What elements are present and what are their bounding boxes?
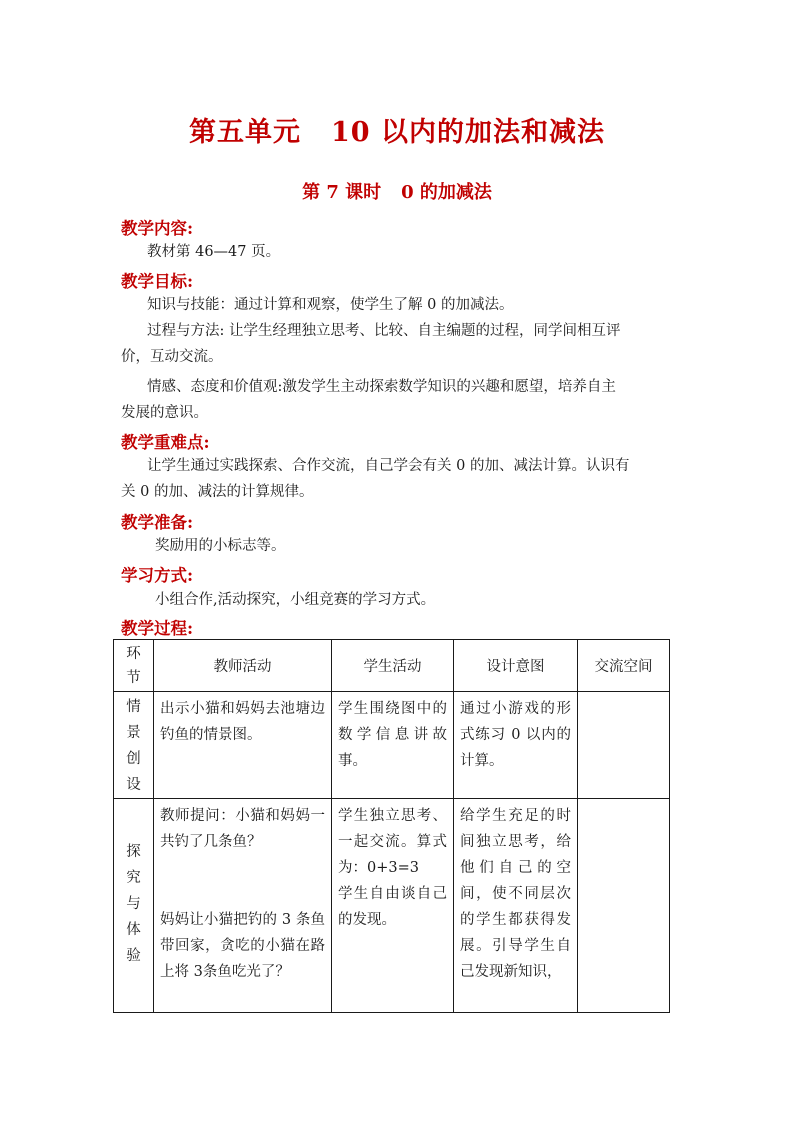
goals-heading: 教学目标: (121, 272, 194, 291)
prep-text: 奖励用的小标志等。 (155, 538, 286, 554)
header-stage-char-1: 环 (126, 645, 141, 662)
header-stage (114, 640, 154, 692)
header-discussion-space: 交流空间 (578, 640, 670, 692)
goal-emotion-line1: 情感、态度和价值观:激发学生主动探索数学知识的兴趣和愿望，培养自主 (147, 379, 616, 395)
unit-title-name: 10 以内的加法和减法 (331, 117, 605, 148)
header-student-activity: 学生活动 (332, 640, 454, 692)
content-heading: 教学内容: (121, 219, 194, 238)
row1-teacher-activity: 出示小猫和妈妈去池塘边钓鱼的情景图。 (154, 692, 332, 799)
row2-stage (114, 799, 154, 1013)
row2-design-intent: 给学生充足的时间独立思考，给他们自己的空间，使不同层次的学生都获得发展。引导学生自己发现新知识， (454, 799, 578, 1013)
row2-student-activity (332, 799, 454, 1013)
goal-process-line2: 价，互动交流。 (121, 349, 223, 365)
lesson-title (0, 178, 794, 204)
header-design-intent: 设计意图 (454, 640, 578, 692)
row1-stage-char: 设 (126, 777, 141, 793)
row2-stage-char: 与 (126, 896, 141, 912)
row2-teacher-story: 妈妈让小猫把钓的 3 条鱼带回家，贪吃的小猫在路上将 3条鱼吃光了？ (160, 912, 325, 980)
row2-discussion-space (578, 799, 670, 1013)
keypoints-line1: 让学生通过实践探索、合作交流，自己学会有关 0 的加、减法计算。认识有 (147, 458, 630, 474)
row1-stage-char: 景 (126, 725, 141, 741)
keypoints-heading: 教学重难点: (121, 433, 210, 452)
row1-student-activity: 学生围绕图中的数学信息讲故事。 (332, 692, 454, 799)
row1-discussion-space (578, 692, 670, 799)
row2-student-think: 学生独立思考、一起交流。算式为：0+3=3 (338, 808, 447, 876)
lesson-name: 0 的加减法 (401, 182, 492, 203)
unit-title (0, 110, 794, 149)
goal-knowledge: 知识与技能：通过计算和观察，使学生了解 0 的加减法。 (147, 297, 514, 313)
row1-stage-char: 情 (126, 699, 141, 715)
table-row (114, 692, 670, 799)
method-heading: 学习方式: (121, 566, 194, 585)
lesson-number: 第 7 课时 (302, 182, 382, 203)
prep-heading: 教学准备: (121, 513, 194, 532)
header-teacher-activity: 教师活动 (154, 640, 332, 692)
row1-stage (114, 692, 154, 799)
row2-teacher-activity (154, 799, 332, 1013)
content-text: 教材第 46—47 页。 (147, 244, 281, 260)
row1-stage-char: 创 (126, 751, 141, 767)
keypoints-line2: 关 0 的加、减法的计算规律。 (121, 484, 314, 500)
table-header-row (114, 640, 670, 692)
row2-stage-char: 体 (126, 922, 141, 938)
row2-stage-char: 验 (126, 948, 141, 964)
goal-process-line1: 过程与方法: 让学生经理独立思考、比较、自主编题的过程，同学间相互评 (147, 323, 621, 339)
row2-student-discuss: 学生自由谈自己的发现。 (338, 886, 447, 928)
teaching-process-table (113, 639, 670, 1013)
goal-emotion-line2: 发展的意识。 (121, 405, 208, 421)
method-text: 小组合作,活动探究，小组竞赛的学习方式。 (155, 592, 436, 608)
header-stage-char-2: 节 (126, 669, 141, 686)
row1-design-intent: 通过小游戏的形式练习 0 以内的计算。 (454, 692, 578, 799)
row2-stage-char: 究 (126, 870, 141, 886)
row2-stage-char: 探 (126, 844, 141, 860)
table-row (114, 799, 670, 1013)
unit-title-number: 第五单元 (189, 117, 301, 148)
process-heading: 教学过程: (121, 619, 194, 638)
row2-teacher-question: 教师提问：小猫和妈妈一共钓了几条鱼？ (160, 808, 325, 850)
